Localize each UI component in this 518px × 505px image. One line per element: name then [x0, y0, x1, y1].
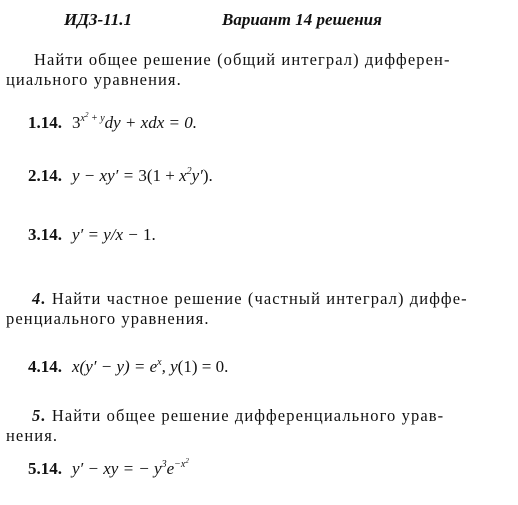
problem-4-14 [28, 357, 228, 377]
variant-title: Вариант 14 решения [222, 10, 382, 29]
task4-instructions [6, 289, 496, 329]
problem-equation: $3^{x^2 + y}dy$ + xdx = 0. [72, 111, 197, 132]
problem-label: 4.14. [28, 357, 62, 376]
problem-equation: $x(y' - y) = e^x$, y(1) = 0. [72, 357, 229, 376]
task5-number: 5. [32, 406, 47, 425]
document-header [0, 10, 518, 34]
problem-equation: y′ = y/x − 1. [72, 225, 156, 244]
task1-instructions [6, 50, 496, 90]
problem-equation: $y - xy' = 3(1 + x^2y')$. [72, 166, 213, 185]
task5-line2: нения. [6, 426, 59, 445]
problem-5-14 [28, 459, 189, 479]
task1-line1: Найти общее решение (общий интеграл) дифферен- [34, 50, 451, 69]
assignment-code: ИДЗ-11.1 [64, 10, 132, 29]
task5-instructions [6, 406, 496, 446]
problem-1-14 [28, 113, 197, 133]
problem-label: 3.14. [28, 225, 62, 244]
problem-3-14 [28, 225, 156, 245]
problem-2-14 [28, 166, 213, 186]
task4-line1: Найти частное решение (частный интеграл) диффе- [51, 289, 468, 308]
problem-equation: y′ − xy = − $y^3e^{-x^2}$ [72, 457, 189, 478]
problem-label: 2.14. [28, 166, 62, 185]
problem-label: 1.14. [28, 113, 62, 132]
task4-number: 4. [32, 289, 47, 308]
problem-label: 5.14. [28, 459, 62, 478]
task4-line2: ренциального уравнения. [6, 309, 210, 328]
task5-line1: Найти общее решение дифференциального урав- [51, 406, 445, 425]
task1-line2: циального уравнения. [6, 70, 182, 89]
